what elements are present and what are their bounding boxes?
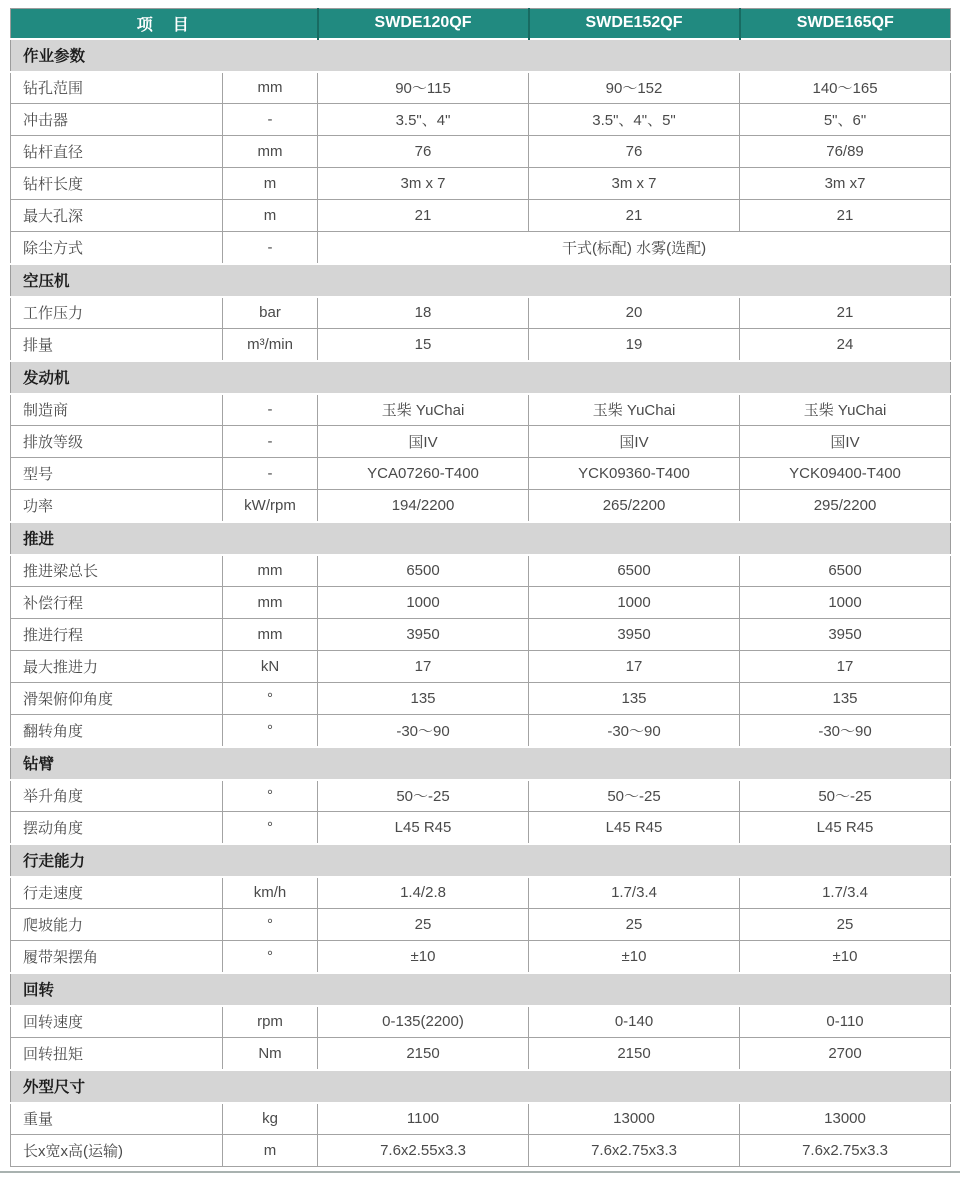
- spec-value: 5"、6": [740, 104, 951, 136]
- section-title: 钻臂: [11, 747, 951, 780]
- spec-row: [11, 1038, 951, 1070]
- model-column-header-2: SWDE152QF: [529, 9, 740, 39]
- spec-label: 行走速度: [11, 877, 223, 909]
- spec-value: -30～90: [740, 715, 951, 747]
- spec-value: ±10: [529, 941, 740, 973]
- spec-value: YCK09400-T400: [740, 458, 951, 490]
- spec-value: ±10: [318, 941, 529, 973]
- spec-value: 21: [740, 297, 951, 329]
- spec-row: [11, 587, 951, 619]
- spec-unit: mm: [223, 72, 318, 104]
- spec-table-body: [11, 39, 951, 1167]
- spec-value: L45 R45: [740, 812, 951, 844]
- section-title: 发动机: [11, 361, 951, 394]
- spec-label: 排放等级: [11, 426, 223, 458]
- spec-value: L45 R45: [318, 812, 529, 844]
- spec-value: 17: [529, 651, 740, 683]
- spec-label: 爬坡能力: [11, 909, 223, 941]
- spec-row: [11, 394, 951, 426]
- spec-unit: -: [223, 232, 318, 264]
- spec-value: 265/2200: [529, 490, 740, 522]
- spec-value: 7.6x2.55x3.3: [318, 1135, 529, 1167]
- spec-value: 76: [529, 136, 740, 168]
- spec-row: [11, 200, 951, 232]
- spec-value: 21: [740, 200, 951, 232]
- spec-label: 钻孔范围: [11, 72, 223, 104]
- spec-value: 19: [529, 329, 740, 361]
- spec-value: 3.5"、4"、5": [529, 104, 740, 136]
- spec-row: [11, 555, 951, 587]
- spec-label: 功率: [11, 490, 223, 522]
- spec-row: [11, 426, 951, 458]
- spec-label: 回转速度: [11, 1006, 223, 1038]
- spec-unit: mm: [223, 136, 318, 168]
- spec-value: 国IV: [740, 426, 951, 458]
- spec-value: 玉柴 YuChai: [740, 394, 951, 426]
- model-column-header-3: SWDE165QF: [740, 9, 951, 39]
- spec-row: [11, 72, 951, 104]
- spec-label: 排量: [11, 329, 223, 361]
- section-row: [11, 264, 951, 297]
- spec-row: [11, 619, 951, 651]
- spec-value: 6500: [740, 555, 951, 587]
- spec-value: 3m x 7: [529, 168, 740, 200]
- spec-row: [11, 490, 951, 522]
- spec-value: 140～165: [740, 72, 951, 104]
- spec-value: 76/89: [740, 136, 951, 168]
- section-title: 空压机: [11, 264, 951, 297]
- spec-unit: bar: [223, 297, 318, 329]
- spec-value: 13000: [740, 1103, 951, 1135]
- spec-value: 干式(标配) 水雾(选配): [318, 232, 951, 264]
- spec-value: L45 R45: [529, 812, 740, 844]
- spec-value: 3m x 7: [318, 168, 529, 200]
- spec-label: 除尘方式: [11, 232, 223, 264]
- spec-value: 7.6x2.75x3.3: [740, 1135, 951, 1167]
- spec-unit: kg: [223, 1103, 318, 1135]
- spec-value: 0-110: [740, 1006, 951, 1038]
- spec-value: 25: [318, 909, 529, 941]
- spec-unit: m: [223, 1135, 318, 1167]
- spec-row: [11, 715, 951, 747]
- spec-value: 135: [529, 683, 740, 715]
- section-title: 作业参数: [11, 39, 951, 72]
- spec-row: [11, 136, 951, 168]
- spec-label: 举升角度: [11, 780, 223, 812]
- spec-label: 工作压力: [11, 297, 223, 329]
- spec-label: 最大孔深: [11, 200, 223, 232]
- spec-row: [11, 1103, 951, 1135]
- spec-unit: -: [223, 104, 318, 136]
- spec-value: 21: [318, 200, 529, 232]
- model-column-header-1: SWDE120QF: [318, 9, 529, 39]
- spec-label: 钻杆直径: [11, 136, 223, 168]
- spec-value: 国IV: [529, 426, 740, 458]
- spec-label: 摆动角度: [11, 812, 223, 844]
- spec-value: 3950: [529, 619, 740, 651]
- spec-row: [11, 104, 951, 136]
- spec-value: 0-135(2200): [318, 1006, 529, 1038]
- spec-value: 17: [740, 651, 951, 683]
- spec-row: [11, 168, 951, 200]
- section-row: [11, 844, 951, 877]
- item-column-header: 项 目: [11, 9, 318, 39]
- section-title: 回转: [11, 973, 951, 1006]
- spec-value: 玉柴 YuChai: [529, 394, 740, 426]
- section-title: 行走能力: [11, 844, 951, 877]
- spec-value: 76: [318, 136, 529, 168]
- spec-value: 24: [740, 329, 951, 361]
- spec-row: [11, 329, 951, 361]
- spec-unit: mm: [223, 555, 318, 587]
- spec-unit: m³/min: [223, 329, 318, 361]
- spec-label: 长x宽x高(运输): [11, 1135, 223, 1167]
- spec-value: 6500: [318, 555, 529, 587]
- spec-value: 0-140: [529, 1006, 740, 1038]
- spec-value: 6500: [529, 555, 740, 587]
- spec-value: 1.4/2.8: [318, 877, 529, 909]
- spec-value: 15: [318, 329, 529, 361]
- spec-value: 135: [740, 683, 951, 715]
- spec-value: 玉柴 YuChai: [318, 394, 529, 426]
- spec-row: [11, 683, 951, 715]
- spec-row: [11, 232, 951, 264]
- spec-unit: rpm: [223, 1006, 318, 1038]
- spec-label: 滑架俯仰角度: [11, 683, 223, 715]
- spec-unit: kN: [223, 651, 318, 683]
- spec-unit: mm: [223, 587, 318, 619]
- spec-unit: °: [223, 941, 318, 973]
- spec-row: [11, 812, 951, 844]
- spec-row: [11, 651, 951, 683]
- spec-value: 1000: [740, 587, 951, 619]
- spec-label: 推进行程: [11, 619, 223, 651]
- spec-label: 钻杆长度: [11, 168, 223, 200]
- spec-label: 型号: [11, 458, 223, 490]
- spec-label: 翻转角度: [11, 715, 223, 747]
- spec-unit: m: [223, 200, 318, 232]
- spec-label: 最大推进力: [11, 651, 223, 683]
- spec-label: 履带架摆角: [11, 941, 223, 973]
- spec-value: 90～152: [529, 72, 740, 104]
- spec-label: 冲击器: [11, 104, 223, 136]
- spec-value: -30～90: [529, 715, 740, 747]
- spec-value: 90～115: [318, 72, 529, 104]
- section-title: 推进: [11, 522, 951, 555]
- section-row: [11, 747, 951, 780]
- spec-value: 17: [318, 651, 529, 683]
- spec-value: 3950: [740, 619, 951, 651]
- section-row: [11, 973, 951, 1006]
- spec-row: [11, 877, 951, 909]
- spec-value: 3m x7: [740, 168, 951, 200]
- spec-value: 50～-25: [529, 780, 740, 812]
- section-row: [11, 522, 951, 555]
- spec-row: [11, 1135, 951, 1167]
- spec-value: 13000: [529, 1103, 740, 1135]
- spec-table-header: [11, 9, 951, 39]
- spec-label: 制造商: [11, 394, 223, 426]
- spec-value: YCK09360-T400: [529, 458, 740, 490]
- spec-unit: °: [223, 715, 318, 747]
- spec-unit: -: [223, 458, 318, 490]
- spec-value: 1000: [529, 587, 740, 619]
- spec-unit: m: [223, 168, 318, 200]
- spec-value: 18: [318, 297, 529, 329]
- spec-value: -30～90: [318, 715, 529, 747]
- spec-row: [11, 458, 951, 490]
- spec-value: 3.5"、4": [318, 104, 529, 136]
- bottom-divider: [0, 1171, 960, 1173]
- spec-value: 50～-25: [318, 780, 529, 812]
- spec-label: 回转扭矩: [11, 1038, 223, 1070]
- spec-value: 135: [318, 683, 529, 715]
- spec-value: 21: [529, 200, 740, 232]
- spec-value: 194/2200: [318, 490, 529, 522]
- spec-value: ±10: [740, 941, 951, 973]
- spec-value: 50～-25: [740, 780, 951, 812]
- spec-value: 20: [529, 297, 740, 329]
- spec-value: 7.6x2.75x3.3: [529, 1135, 740, 1167]
- section-title: 外型尺寸: [11, 1070, 951, 1103]
- spec-row: [11, 1006, 951, 1038]
- spec-unit: kW/rpm: [223, 490, 318, 522]
- spec-unit: °: [223, 683, 318, 715]
- spec-value: 1.7/3.4: [529, 877, 740, 909]
- spec-value: 2700: [740, 1038, 951, 1070]
- spec-unit: mm: [223, 619, 318, 651]
- spec-table: [10, 8, 951, 1167]
- spec-unit: °: [223, 812, 318, 844]
- spec-value: 国IV: [318, 426, 529, 458]
- header-row: [11, 9, 951, 39]
- spec-value: 3950: [318, 619, 529, 651]
- spec-value: 25: [529, 909, 740, 941]
- spec-value: 1000: [318, 587, 529, 619]
- spec-label: 补偿行程: [11, 587, 223, 619]
- spec-value: YCA07260-T400: [318, 458, 529, 490]
- spec-row: [11, 297, 951, 329]
- spec-row: [11, 909, 951, 941]
- spec-unit: km/h: [223, 877, 318, 909]
- spec-unit: Nm: [223, 1038, 318, 1070]
- spec-value: 2150: [529, 1038, 740, 1070]
- spec-label: 推进梁总长: [11, 555, 223, 587]
- spec-value: 295/2200: [740, 490, 951, 522]
- spec-row: [11, 941, 951, 973]
- spec-unit: -: [223, 394, 318, 426]
- spec-unit: -: [223, 426, 318, 458]
- spec-label: 重量: [11, 1103, 223, 1135]
- spec-unit: °: [223, 909, 318, 941]
- spec-value: 1100: [318, 1103, 529, 1135]
- spec-row: [11, 780, 951, 812]
- spec-value: 1.7/3.4: [740, 877, 951, 909]
- section-row: [11, 39, 951, 72]
- section-row: [11, 1070, 951, 1103]
- section-row: [11, 361, 951, 394]
- spec-unit: °: [223, 780, 318, 812]
- spec-value: 2150: [318, 1038, 529, 1070]
- spec-value: 25: [740, 909, 951, 941]
